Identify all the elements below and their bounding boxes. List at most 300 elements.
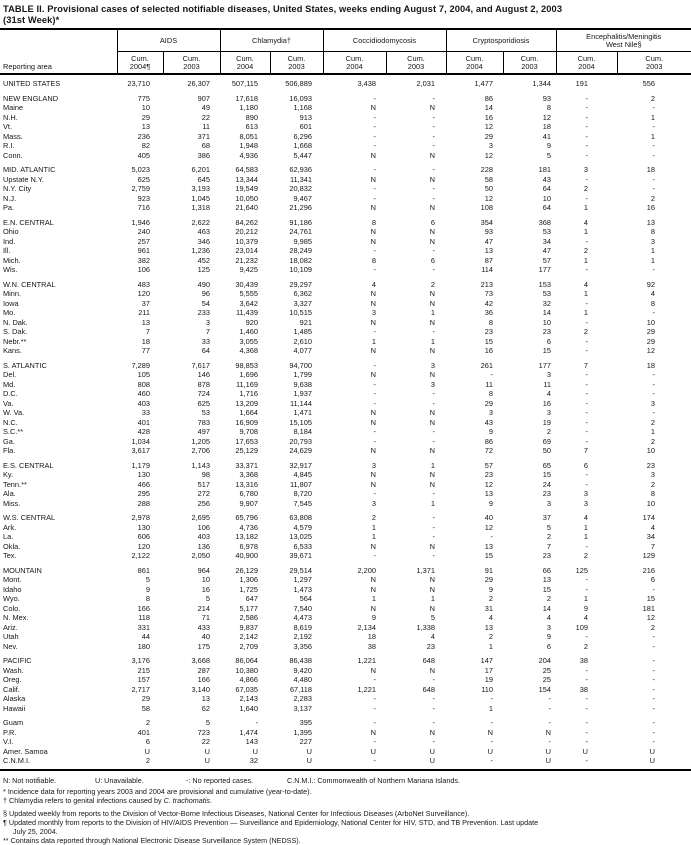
cell: 3: [583, 165, 589, 174]
cell: 10: [646, 498, 656, 508]
section-gap: [0, 766, 691, 770]
footnote-text: Incidence data for reporting years 2003 and 2004 are provisional and cumulative (year-to-date).: [7, 786, 312, 796]
cell: 463: [197, 227, 210, 236]
cell: N: [545, 727, 552, 737]
group-header-row: [0, 29, 691, 52]
cell: 11,807: [289, 479, 312, 489]
cell: 66: [542, 565, 552, 575]
cell: 4: [650, 289, 656, 298]
cell: 7: [650, 541, 656, 551]
cell: 2,142: [239, 632, 258, 641]
cell: 42: [484, 298, 494, 308]
cell: -: [432, 398, 436, 408]
cell: U: [204, 746, 210, 756]
cell: 3: [546, 622, 552, 632]
cell: 9: [145, 584, 150, 594]
cell: 878: [197, 379, 210, 389]
cell: 26,129: [235, 565, 258, 575]
cell: 8: [488, 317, 494, 327]
cell: 125: [575, 565, 589, 575]
cell: 1: [371, 522, 376, 532]
cell: 1: [430, 460, 436, 470]
cell: -: [373, 122, 376, 131]
row-label: Ill.: [3, 246, 11, 255]
cell: 11: [543, 379, 552, 389]
cell: -: [432, 551, 436, 560]
cell: 2,143: [239, 694, 258, 703]
row-label: Mich.: [3, 255, 21, 265]
cell: 26,307: [187, 79, 210, 88]
cell: 32: [249, 756, 258, 765]
cell: 129: [642, 551, 656, 560]
cell: -: [432, 532, 436, 541]
section-gap-cell: [0, 766, 691, 770]
cell: -: [652, 684, 656, 694]
cell: -: [373, 398, 376, 408]
cell: 24,761: [289, 227, 312, 236]
cell: 118: [138, 613, 150, 622]
cell: 5,447: [293, 150, 312, 160]
group-header-west-nile: [556, 29, 691, 52]
cell: 236: [137, 131, 150, 141]
cum-label: Cum.: [182, 54, 201, 63]
cell: 33,371: [235, 460, 258, 470]
cell: -: [373, 131, 376, 141]
cum-label: Cum.: [407, 54, 425, 63]
row-label: La.: [3, 532, 14, 541]
cell: 16: [542, 398, 552, 408]
cell: 191: [575, 79, 589, 88]
cell: 354: [480, 217, 494, 227]
cell: -: [432, 489, 436, 498]
cell: 30,439: [235, 279, 258, 289]
cell: 2,031: [416, 79, 436, 88]
table-row: [0, 103, 691, 113]
cell: 10: [646, 446, 656, 455]
row-label: W.S. CENTRAL: [3, 513, 56, 522]
cell: 12: [484, 150, 494, 160]
cell: 82: [141, 141, 150, 150]
table-row: [0, 132, 691, 142]
row-label: Utah: [3, 632, 19, 641]
cell: 433: [197, 622, 210, 632]
cell: -: [652, 718, 656, 727]
cell: 20,832: [289, 184, 312, 193]
cell: 3: [546, 370, 552, 379]
cell: 2: [650, 93, 656, 103]
cell: 907: [197, 93, 210, 103]
year-label: 2004: [346, 62, 363, 71]
cell: 16,909: [235, 417, 258, 427]
cell: 6,296: [293, 131, 312, 141]
row-label: C.N.M.I.: [3, 756, 31, 765]
cell: N: [370, 575, 376, 584]
cell: 8: [650, 298, 656, 308]
cell: 648: [422, 656, 436, 665]
cell: -: [585, 408, 589, 417]
cell: 1,371: [416, 565, 436, 575]
cell: -: [432, 436, 436, 446]
cell: 1: [371, 594, 376, 603]
cell: 1: [650, 427, 656, 436]
row-label: V.I.: [3, 737, 14, 746]
cell: N: [429, 603, 436, 613]
cell: 21,232: [235, 255, 258, 265]
cell: -: [373, 489, 376, 498]
cell: -: [585, 436, 589, 446]
cell: 14: [542, 603, 552, 613]
cell: 1,344: [532, 79, 552, 88]
cell: 2: [650, 622, 656, 632]
cell: 7: [546, 541, 552, 551]
cell: 2,978: [131, 513, 150, 522]
row-label: Conn.: [3, 150, 23, 160]
cell: 3,668: [191, 656, 210, 665]
cell: 1: [583, 522, 589, 532]
cell: 428: [137, 427, 150, 436]
cell: 86,438: [289, 656, 312, 665]
cell: 7,617: [191, 360, 210, 370]
cell: 18: [542, 122, 552, 131]
cell: 23,710: [127, 79, 150, 88]
table-row: [0, 675, 691, 685]
cell: 3: [205, 317, 210, 327]
cell: -: [373, 112, 376, 122]
cell: 2: [488, 594, 494, 603]
row-label: PACIFIC: [3, 656, 32, 665]
cell: 227: [299, 737, 312, 746]
cell: 1,180: [239, 103, 258, 112]
cell: U: [545, 746, 552, 756]
cell: 386: [197, 150, 210, 160]
year-label: 2004: [236, 62, 254, 71]
row-label: N.J.: [3, 193, 17, 203]
cell: -: [548, 737, 552, 746]
cell: 1,474: [239, 727, 258, 737]
cell: 1,948: [239, 141, 258, 150]
cell: 1,473: [293, 584, 312, 594]
col-header-coccidiodomycosis-cum-2004: [323, 52, 386, 75]
cell: -: [652, 184, 656, 193]
cell: 8,720: [293, 489, 312, 498]
cell: 43: [484, 417, 494, 427]
cell: 13,025: [289, 532, 312, 541]
cell: -: [585, 675, 589, 684]
cell: 10,379: [235, 236, 258, 246]
table-row: [0, 532, 691, 542]
cell: -: [432, 122, 436, 131]
cell: -: [432, 265, 436, 274]
cell: 216: [642, 565, 656, 575]
cell: U: [252, 746, 258, 756]
cell: 77: [141, 346, 150, 355]
cell: -: [255, 718, 258, 727]
cell: 2,134: [357, 622, 376, 632]
cell: 3: [488, 141, 494, 150]
footnote-symbol: †: [3, 795, 7, 805]
region-total-row: [0, 94, 691, 104]
row-label: Kans.: [3, 346, 22, 355]
cell: -: [432, 703, 436, 713]
footnote-symbol: *: [3, 786, 6, 796]
cell: 3,617: [131, 446, 150, 455]
cell: 648: [422, 684, 436, 694]
cell: 13: [141, 122, 150, 131]
cell: -: [585, 122, 589, 131]
cell: 12: [646, 346, 656, 355]
cell: 10: [542, 317, 552, 327]
cell: -: [490, 756, 494, 765]
cell: N: [429, 346, 436, 355]
cell: 33: [201, 336, 210, 346]
cell: -: [373, 379, 376, 389]
cell: 25: [542, 665, 552, 675]
cell: -: [373, 675, 376, 684]
cell: -: [585, 756, 589, 765]
cell: 1,045: [191, 193, 210, 203]
cell: 13: [646, 217, 656, 227]
cell: 2: [650, 436, 656, 446]
cell: 7,289: [131, 360, 150, 370]
cell: 15: [542, 346, 552, 355]
cell: 9: [488, 498, 494, 508]
table-row: [0, 523, 691, 533]
table-row: [0, 418, 691, 428]
cell: 1: [583, 227, 589, 236]
footnote: [3, 787, 691, 796]
cell: 58: [141, 703, 150, 713]
row-label: Fla.: [3, 446, 16, 455]
cell: 1: [650, 255, 656, 265]
table-row: [0, 337, 691, 347]
row-label: Del.: [3, 370, 17, 379]
cell: -: [585, 370, 589, 379]
cell: 6,978: [239, 541, 258, 551]
cell: 8: [546, 103, 552, 112]
cell: 4,866: [239, 675, 258, 684]
cell: 1,236: [191, 246, 210, 255]
cell: N: [429, 727, 436, 737]
row-label: Tenn.**: [3, 479, 27, 489]
cell: 213: [480, 279, 494, 289]
cell: 1,664: [239, 408, 258, 417]
row-label: Va.: [3, 398, 14, 408]
cell: 9,837: [239, 622, 258, 632]
cell: 9: [371, 613, 376, 622]
cell: N: [370, 541, 376, 551]
row-label: Mont.: [3, 575, 22, 584]
cell: 1,716: [239, 389, 258, 398]
cell: 3,356: [293, 641, 312, 651]
table-row: [0, 437, 691, 447]
cell: 20,212: [235, 227, 258, 236]
cell: N: [429, 408, 436, 417]
cell: 6: [430, 217, 436, 227]
legend-row: [3, 776, 691, 785]
footnote-symbol: §: [3, 808, 7, 818]
cell: 9: [583, 603, 589, 613]
cell: 23: [646, 460, 656, 470]
cell: -: [432, 694, 436, 703]
cell: 65,796: [235, 513, 258, 522]
cell: 19,549: [235, 184, 258, 193]
table-row: [0, 480, 691, 490]
group-label: Chlamydia†: [251, 35, 292, 45]
cell: N: [370, 727, 376, 737]
cell: 41: [542, 131, 552, 141]
cell: 114: [481, 265, 494, 274]
cell: 130: [137, 522, 150, 532]
cell: -: [373, 141, 376, 150]
cell: N: [429, 446, 436, 455]
cell: 9: [488, 584, 494, 594]
cell: 23,014: [235, 246, 258, 255]
cell: 2: [583, 551, 589, 560]
cell: -: [432, 718, 436, 727]
cell: -: [585, 174, 589, 184]
cum-label: Cum.: [577, 54, 596, 63]
row-label: Vt.: [3, 122, 13, 131]
cell: -: [652, 408, 656, 417]
footnote-list: [0, 787, 691, 845]
cell: -: [432, 112, 436, 122]
cell: -: [373, 165, 376, 174]
cell: 1: [430, 498, 436, 508]
cell: 606: [137, 532, 150, 541]
region-total-row: [0, 280, 691, 290]
cell: -: [373, 436, 376, 446]
cell: 2: [546, 427, 552, 436]
cell: 110: [481, 684, 494, 694]
cell: -: [548, 718, 552, 727]
cell: -: [373, 427, 376, 436]
cell: 130: [137, 470, 150, 479]
cell: 1: [583, 289, 589, 298]
cell: -: [652, 656, 656, 665]
cell: 16: [646, 203, 656, 212]
cell: 18: [646, 360, 656, 370]
cell: -: [585, 703, 589, 713]
table-row: [0, 718, 691, 728]
table-row: [0, 685, 691, 695]
table-row: [0, 728, 691, 738]
cell: 783: [197, 417, 210, 427]
cell: 1: [650, 112, 656, 122]
year-label: 2004: [578, 62, 595, 71]
cell: N: [370, 150, 376, 160]
cell: N: [429, 289, 436, 298]
cell: 2,200: [357, 565, 376, 575]
cell: 913: [299, 112, 312, 122]
cell: 22: [201, 112, 210, 122]
cell: 8: [145, 594, 150, 603]
cell: 71: [201, 613, 210, 622]
cell: 23: [484, 470, 494, 479]
cell: N: [370, 584, 376, 594]
cell: 3: [546, 408, 552, 417]
row-label: Calif.: [3, 684, 20, 694]
cell: 2,122: [131, 551, 150, 560]
legend-item: U: Unavailable.: [95, 775, 144, 785]
cell: -: [373, 694, 376, 703]
cell: 2,695: [191, 513, 210, 522]
row-label: Nebr.**: [3, 336, 27, 346]
cell: 14: [542, 308, 552, 317]
cell: 2,622: [191, 217, 210, 227]
cell: 1,485: [293, 327, 312, 336]
cell: U: [582, 746, 589, 756]
cell: 5: [205, 718, 210, 727]
row-label: Guam: [3, 718, 24, 727]
cell: N: [370, 470, 376, 479]
cell: 1: [583, 308, 589, 317]
cell: 11: [202, 122, 210, 131]
cell: 490: [197, 279, 210, 289]
cell: 6: [546, 336, 552, 346]
cell: 13,209: [235, 398, 258, 408]
cell: 63,808: [289, 513, 312, 522]
cell: 1: [650, 246, 656, 255]
cell: 106: [197, 522, 210, 532]
cell: N: [370, 370, 376, 379]
table-row: [0, 113, 691, 123]
cell: 62: [201, 703, 210, 713]
cell: 23: [542, 489, 552, 498]
cell: 16,093: [289, 93, 312, 103]
cell: 143: [245, 737, 258, 746]
cell: -: [585, 718, 589, 727]
row-label: N.C.: [3, 417, 18, 427]
cell: 147: [480, 656, 494, 665]
cell: 3,137: [293, 703, 312, 713]
group-label: Cryptosporidiosis: [472, 35, 530, 45]
cell: 53: [542, 289, 552, 298]
cell: 401: [137, 727, 150, 737]
cell: 1,179: [131, 460, 150, 470]
table-row: [0, 666, 691, 676]
cell: N: [487, 727, 494, 737]
cell: -: [585, 141, 589, 150]
cum-label: Cum.: [645, 54, 664, 63]
group-label-line2: West Nile§: [605, 39, 642, 49]
table-row: [0, 389, 691, 399]
row-label: MOUNTAIN: [3, 565, 42, 575]
cell: 17: [484, 665, 494, 675]
cell: 25,129: [235, 446, 258, 455]
cell: 466: [137, 479, 150, 489]
cell: 3,140: [191, 684, 210, 694]
cell: -: [432, 184, 436, 193]
row-label: W. Va.: [3, 408, 25, 417]
cell: 261: [480, 360, 494, 370]
cell: -: [585, 417, 589, 427]
cell: 1: [430, 308, 436, 317]
cell: 91,186: [289, 217, 312, 227]
cell: 15: [542, 470, 552, 479]
cell: 8: [371, 255, 376, 265]
cell: 8,051: [239, 131, 258, 141]
cell: 154: [538, 684, 552, 694]
cell: 405: [137, 150, 150, 160]
cell: -: [585, 336, 589, 346]
cell: 9,907: [239, 498, 258, 508]
cell: 40,900: [235, 551, 258, 560]
cell: 39,671: [289, 551, 312, 560]
cell: 8: [650, 489, 656, 498]
cell: 452: [197, 255, 210, 265]
cell: 65: [542, 460, 552, 470]
row-label: Oreg.: [3, 675, 22, 684]
